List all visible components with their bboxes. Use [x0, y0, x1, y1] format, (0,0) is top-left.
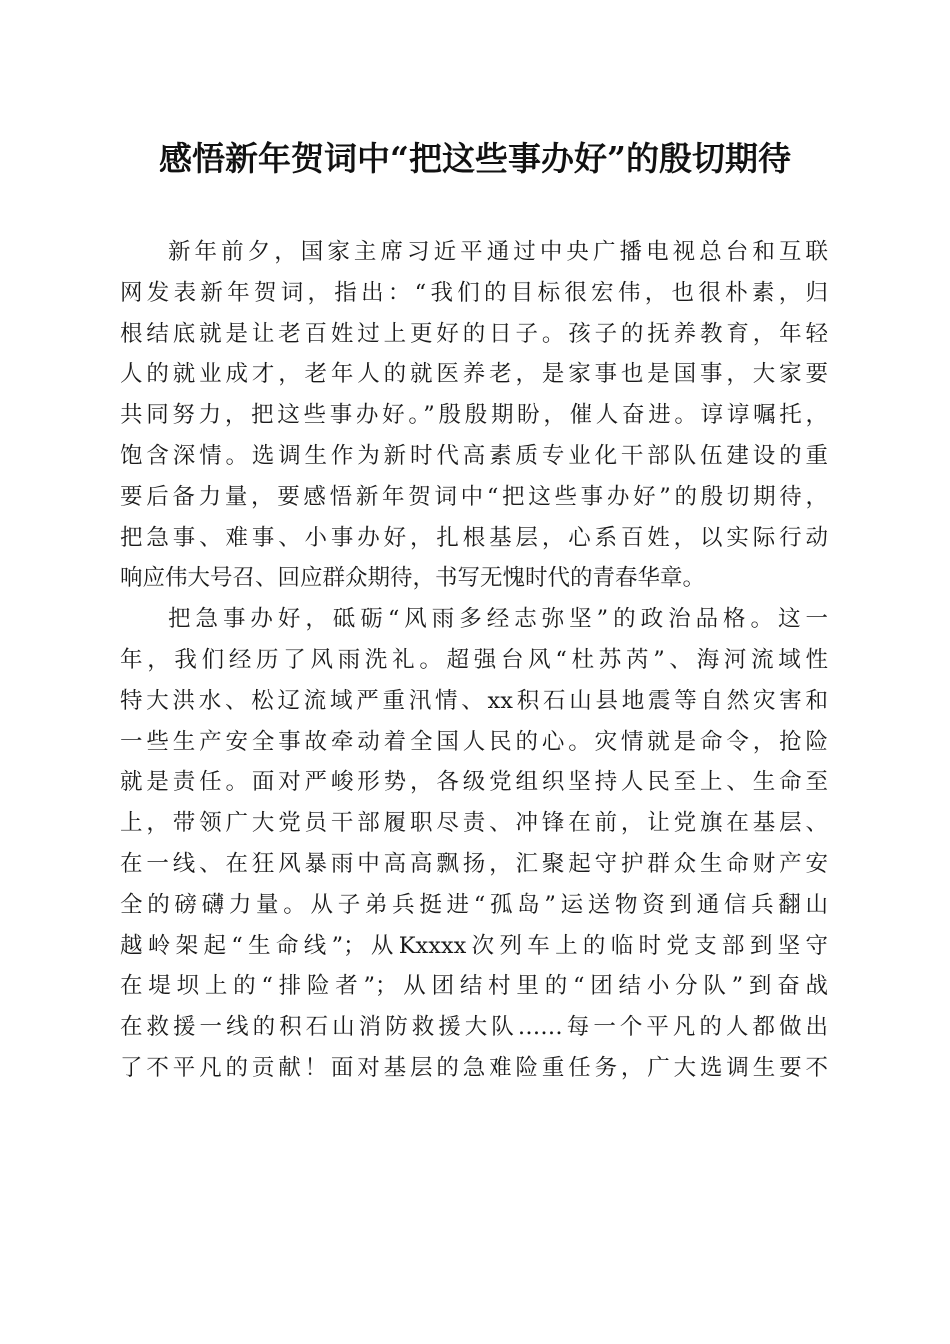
text-line: 了不平凡的贡献！面对基层的急难险重任务，广大选调生要不 — [120, 1054, 828, 1081]
text-line: 在一线、在狂风暴雨中高高飘扬，汇聚起守护群众生命财产安 — [120, 850, 828, 877]
text-line: 网发表新年贺词，指出：“我们的目标很宏伟，也很朴素，归 — [120, 279, 828, 306]
text-line: 越岭架起“生命线”；从Kxxxx次列车上的临时党支部到坚守 — [120, 932, 828, 959]
text-line: 年，我们经历了风雨洗礼。超强台风“杜苏芮”、海河流域性 — [120, 646, 828, 673]
text-line: 在救援一线的积石山消防救援大队……每一个平凡的人都做出 — [120, 1014, 828, 1041]
text-line: 上，带领广大党员干部履职尽责、冲锋在前，让党旗在基层、 — [120, 810, 828, 837]
text-line: 饱含深情。选调生作为新时代高素质专业化干部队伍建设的重 — [120, 442, 828, 469]
text-line: 在堤坝上的“排险者”；从团结村里的“团结小分队”到奋战 — [120, 973, 828, 1000]
text-line: 全的磅礴力量。从子弟兵挺进“孤岛”运送物资到通信兵翻山 — [120, 891, 828, 918]
text-line: 人的就业成才，老年人的就医养老，是家事也是国事，大家要 — [120, 361, 828, 388]
text-line: 新年前夕，国家主席习近平通过中央广播电视总台和互联 — [168, 239, 828, 265]
paragraph-1 — [120, 232, 828, 599]
text-line: 把急事、难事、小事办好，扎根基层，心系百姓，以实际行动 — [120, 524, 828, 551]
text-line: 要后备力量，要感悟新年贺词中“把这些事办好”的殷切期待， — [120, 483, 828, 510]
paragraph-2 — [120, 599, 828, 1089]
text-line: 特大洪水、松辽流域严重汛情、xx积石山县地震等自然灾害和 — [120, 687, 828, 714]
text-line: 把急事办好，砥砺“风雨多经志弥坚”的政治品格。这一 — [168, 606, 828, 633]
document-title: 感悟新年贺词中“把这些事办好”的殷切期待 — [159, 139, 791, 178]
text-line: 一些生产安全事故牵动着全国人民的心。灾情就是命令，抢险 — [120, 728, 828, 755]
text-line: 就是责任。面对严峻形势，各级党组织坚持人民至上、生命至 — [120, 769, 828, 796]
text-line: 响应伟大号召、回应群众期待，书写无愧时代的青春华章。 — [120, 565, 706, 592]
document-body — [120, 232, 828, 1089]
text-line: 共同努力，把这些事办好。”殷殷期盼，催人奋进。谆谆嘱托， — [120, 402, 828, 429]
text-line: 根结底就是让老百姓过上更好的日子。孩子的抚养教育，年轻 — [120, 320, 828, 347]
